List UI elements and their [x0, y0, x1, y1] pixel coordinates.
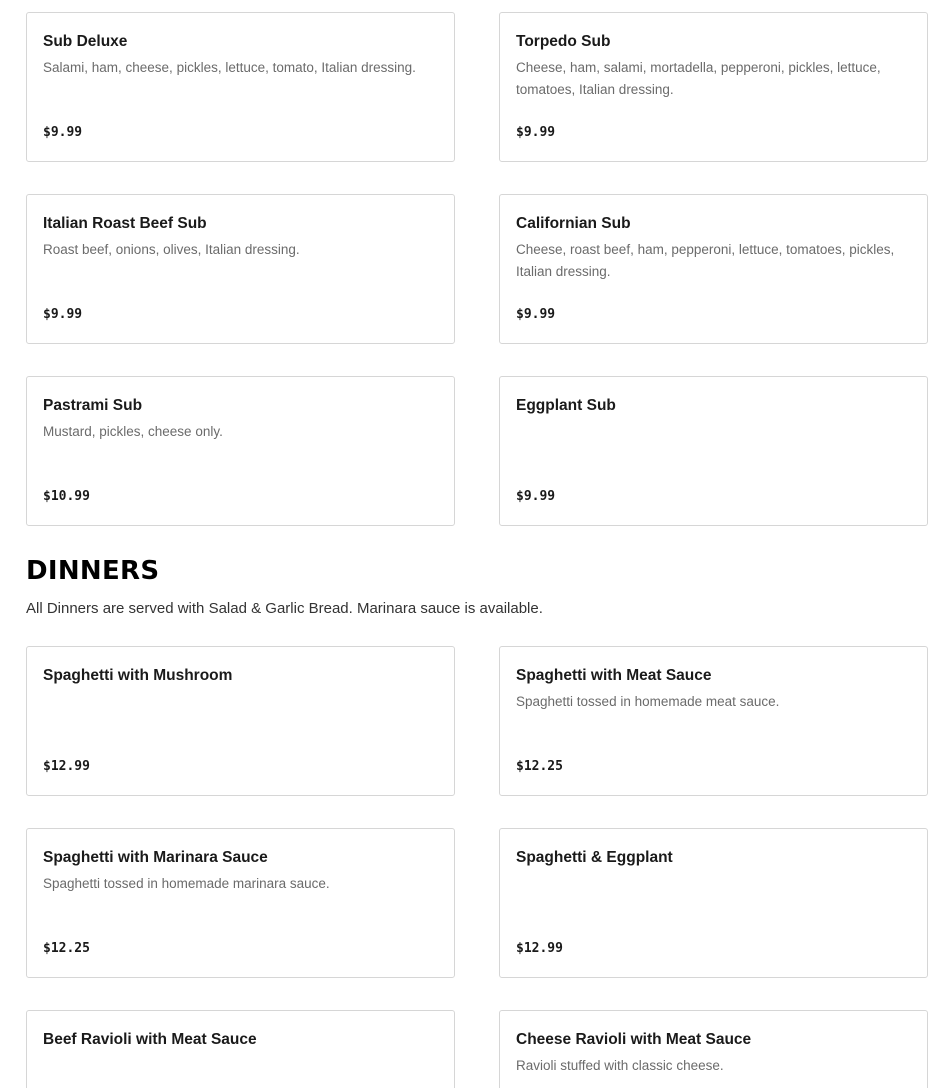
item-name: Spaghetti & Eggplant: [516, 849, 673, 866]
item-name: Torpedo Sub: [516, 33, 611, 50]
menu-item-card[interactable]: [499, 12, 928, 162]
item-name: Sub Deluxe: [43, 33, 128, 50]
item-price: $12.25: [516, 759, 563, 774]
item-description: Spaghetti tossed in homemade meat sauce.: [516, 694, 780, 709]
item-name: Pastrami Sub: [43, 397, 143, 414]
menu-item-card[interactable]: [499, 646, 928, 796]
item-price: $12.99: [516, 941, 563, 956]
item-description: Ravioli stuffed with classic cheese.: [516, 1058, 724, 1073]
menu-item-card[interactable]: [499, 828, 928, 978]
item-name: Californian Sub: [516, 215, 631, 232]
item-description: Spaghetti tossed in homemade marinara sauce.: [43, 876, 330, 891]
item-name: Spaghetti with Meat Sauce: [516, 667, 712, 684]
item-description: Mustard, pickles, cheese only.: [43, 424, 223, 439]
item-name: Cheese Ravioli with Meat Sauce: [516, 1031, 752, 1048]
item-description: Cheese, roast beef, ham, pepperoni, lettuce, tomatoes, pickles, Italian dressing.: [516, 242, 895, 279]
item-name: Spaghetti with Marinara Sauce: [43, 849, 268, 866]
item-price: $9.99: [516, 307, 556, 322]
item-price: $9.99: [516, 489, 556, 504]
menu-item-card[interactable]: [26, 376, 455, 526]
item-price: $9.99: [43, 307, 83, 322]
menu-item-card[interactable]: [499, 194, 928, 344]
item-description: Cheese, ham, salami, mortadella, pepperoni, pickles, lettuce, tomatoes, Italian dressing.: [516, 60, 881, 97]
item-name: Spaghetti with Mushroom: [43, 667, 233, 684]
item-name: Beef Ravioli with Meat Sauce: [43, 1031, 257, 1048]
section-description: All Dinners are served with Salad & Garlic Bread. Marinara sauce is available.: [26, 600, 543, 617]
item-description: Roast beef, onions, olives, Italian dressing.: [43, 242, 300, 257]
item-price: $12.99: [43, 759, 90, 774]
item-price: $12.25: [43, 941, 90, 956]
menu-item-card[interactable]: [499, 376, 928, 526]
menu-item-card[interactable]: [26, 1010, 455, 1088]
menu-item-card[interactable]: [26, 12, 455, 162]
item-price: $9.99: [43, 125, 83, 140]
menu-item-card[interactable]: [26, 646, 455, 796]
item-price: $9.99: [516, 125, 556, 140]
subs-grid: [26, 12, 928, 526]
dinners-grid: [26, 646, 928, 1088]
item-name: Italian Roast Beef Sub: [43, 215, 207, 232]
item-name: Eggplant Sub: [516, 397, 616, 414]
section-title-dinners: DINNERS: [26, 556, 160, 586]
menu-item-card[interactable]: [26, 194, 455, 344]
item-price: $10.99: [43, 489, 90, 504]
menu-item-card[interactable]: [26, 828, 455, 978]
item-description: Salami, ham, cheese, pickles, lettuce, tomato, Italian dressing.: [43, 60, 416, 75]
menu-item-card[interactable]: [499, 1010, 928, 1088]
